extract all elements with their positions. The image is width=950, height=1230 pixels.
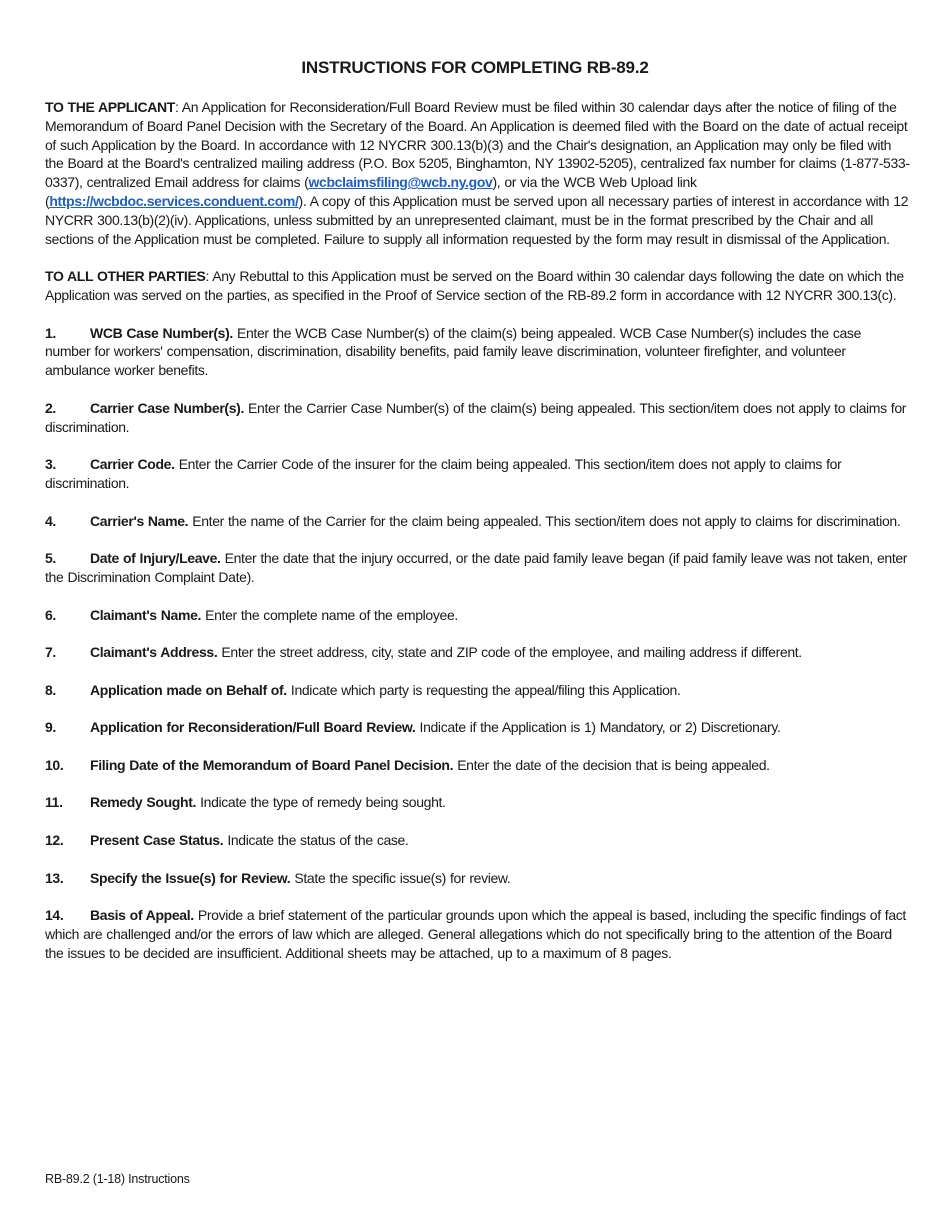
other-parties-heading: TO ALL OTHER PARTIES: [45, 268, 206, 285]
item-number: 3.: [45, 456, 56, 473]
instruction-item: [45, 324, 910, 380]
item-label: Specify the Issue(s) for Review.: [90, 869, 291, 886]
applicant-paragraph: TO THE APPLICANT: An Application for Reconsideration/Full Board Review must be filed within 30 calendar days after the notice of filing of the Memorandum of Board Panel Decision with the Secretary of the Board. An Application is deemed filed with the Board on the date of actual receipt of such Application by the Board. In accordance with 12 NYCRR 300.13(b)(3) and the Chair's designation, an Application may only be filed with the Board at the Board's centralized mailing address (P.O. Box 5205, Binghamton, NY 13902-5205), centralized fax number for claims (1-877-533-0337), centralized Email address for claims (wcbclaimsfiling@wcb.ny.gov), or via the WCB Web Upload link (https://wcbdoc.services.conduent.com/). A copy of this Application must be served upon all necessary parties of interest in accordance with 12 NYCRR 300.13(b)(2)(iv). Applications, unless submitted by an unrepresented claimant, must be in the format prescribed by the Chair and all sections of the Application must be completed. Failure to supply all information requested by the form may result in dismissal of the Application.: [45, 99, 910, 247]
item-text: Enter the street address, city, state and ZIP code of the employee, and mailing address if different.: [217, 644, 802, 661]
item-text: Provide a brief statement of the particular grounds upon which the appeal is based, including the specific findings of fact which are challenged and/or the errors of law which are alleged. General allegations which do not specifically bring to the attention of the Board the issues to be decided are insufficient. Additional sheets may be attached, up to a maximum of 8 pages.: [45, 907, 906, 961]
applicant-heading: TO THE APPLICANT: [45, 99, 175, 115]
item-label: Carrier Case Number(s).: [90, 399, 245, 416]
item-number: 10.: [45, 756, 64, 773]
instruction-item: [45, 831, 910, 850]
item-text: State the specific issue(s) for review.: [290, 869, 511, 886]
instruction-item: [45, 793, 910, 812]
item-number: 4.: [45, 512, 56, 529]
item-label: Carrier Code.: [90, 456, 175, 473]
item-label: Carrier's Name.: [90, 512, 189, 529]
item-label: Application for Reconsideration/Full Board Review.: [90, 719, 416, 736]
item-label: WCB Case Number(s).: [90, 324, 233, 341]
instruction-item: [45, 549, 910, 587]
item-number: 6.: [45, 606, 56, 623]
item-label: Date of Injury/Leave.: [90, 550, 221, 567]
item-text: Enter the date of the decision that is being appealed.: [453, 756, 770, 773]
item-text: Enter the date that the injury occurred, or the date paid family leave began (if paid family leave was not taken, enter the Discrimination Complaint Date).: [45, 550, 908, 585]
item-text: Enter the complete name of the employee.: [201, 606, 458, 623]
item-text: Indicate if the Application is 1) Mandatory, or 2) Discretionary.: [415, 719, 781, 736]
instruction-item: [45, 455, 910, 493]
instruction-item: [45, 512, 910, 531]
item-number: 1.: [45, 324, 56, 341]
instruction-item: [45, 756, 910, 775]
item-number: 9.: [45, 719, 56, 736]
item-text: Indicate the status of the case.: [223, 832, 409, 849]
document-body: [45, 98, 910, 981]
item-label: Remedy Sought.: [90, 794, 197, 811]
item-label: Application made on Behalf of.: [90, 681, 287, 698]
instruction-item: [45, 643, 910, 662]
item-number: 5.: [45, 550, 56, 567]
item-text: Enter the WCB Case Number(s) of the claim(s) being appealed. WCB Case Number(s) includes the case number for workers' compensation, discrimination, disability benefits, paid family leave discrimination, volunteer firefighter, and volunteer ambulance worker benefits.: [45, 324, 862, 379]
item-label: Claimant's Address.: [90, 644, 218, 661]
item-number: 2.: [45, 399, 56, 416]
item-text: Indicate the type of remedy being sought.: [196, 794, 446, 811]
instruction-item: [45, 606, 910, 625]
item-text: Indicate which party is requesting the appeal/filing this Application.: [286, 681, 681, 698]
item-label: Basis of Appeal.: [90, 907, 194, 924]
item-number: 12.: [45, 832, 64, 849]
upload-url-link[interactable]: https://wcbdoc.services.conduent.com/: [49, 192, 299, 209]
item-label: Filing Date of the Memorandum of Board Panel Decision.: [90, 756, 454, 773]
item-text: Enter the Carrier Code of the insurer for the claim being appealed. This section/item does not apply to claims for discrimination.: [45, 456, 842, 491]
item-number: 7.: [45, 644, 56, 661]
item-text: Enter the name of the Carrier for the claim being appealed. This section/item does not apply to claims for discrimination.: [188, 512, 901, 529]
instruction-item: [45, 399, 910, 437]
other-parties-paragraph: TO ALL OTHER PARTIES: Any Rebuttal to this Application must be served on the Board within 30 calendar days following the date on which the Application was served on the parties, as specified in the Proof of Service section of the RB-89.2 form in accordance with 12 NYCRR 300.13(c).: [45, 268, 904, 303]
footer-form-id: RB-89.2 (1-18) Instructions: [45, 1172, 190, 1186]
instruction-list: [45, 324, 910, 963]
instruction-item: [45, 718, 910, 737]
item-label: Present Case Status.: [90, 832, 224, 849]
instruction-item: [45, 906, 910, 962]
item-number: 14.: [45, 907, 64, 924]
instruction-item: [45, 681, 910, 700]
instruction-item: [45, 869, 910, 888]
item-number: 8.: [45, 681, 56, 698]
item-number: 13.: [45, 869, 64, 886]
item-number: 11.: [45, 794, 63, 811]
item-text: Enter the Carrier Case Number(s) of the claim(s) being appealed. This section/item does not apply to claims for discrimination.: [45, 399, 907, 435]
email-link[interactable]: wcbclaimsfiling@wcb.ny.gov: [308, 174, 493, 191]
page-title: INSTRUCTIONS FOR COMPLETING RB-89.2: [301, 58, 649, 77]
item-label: Claimant's Name.: [90, 606, 202, 623]
